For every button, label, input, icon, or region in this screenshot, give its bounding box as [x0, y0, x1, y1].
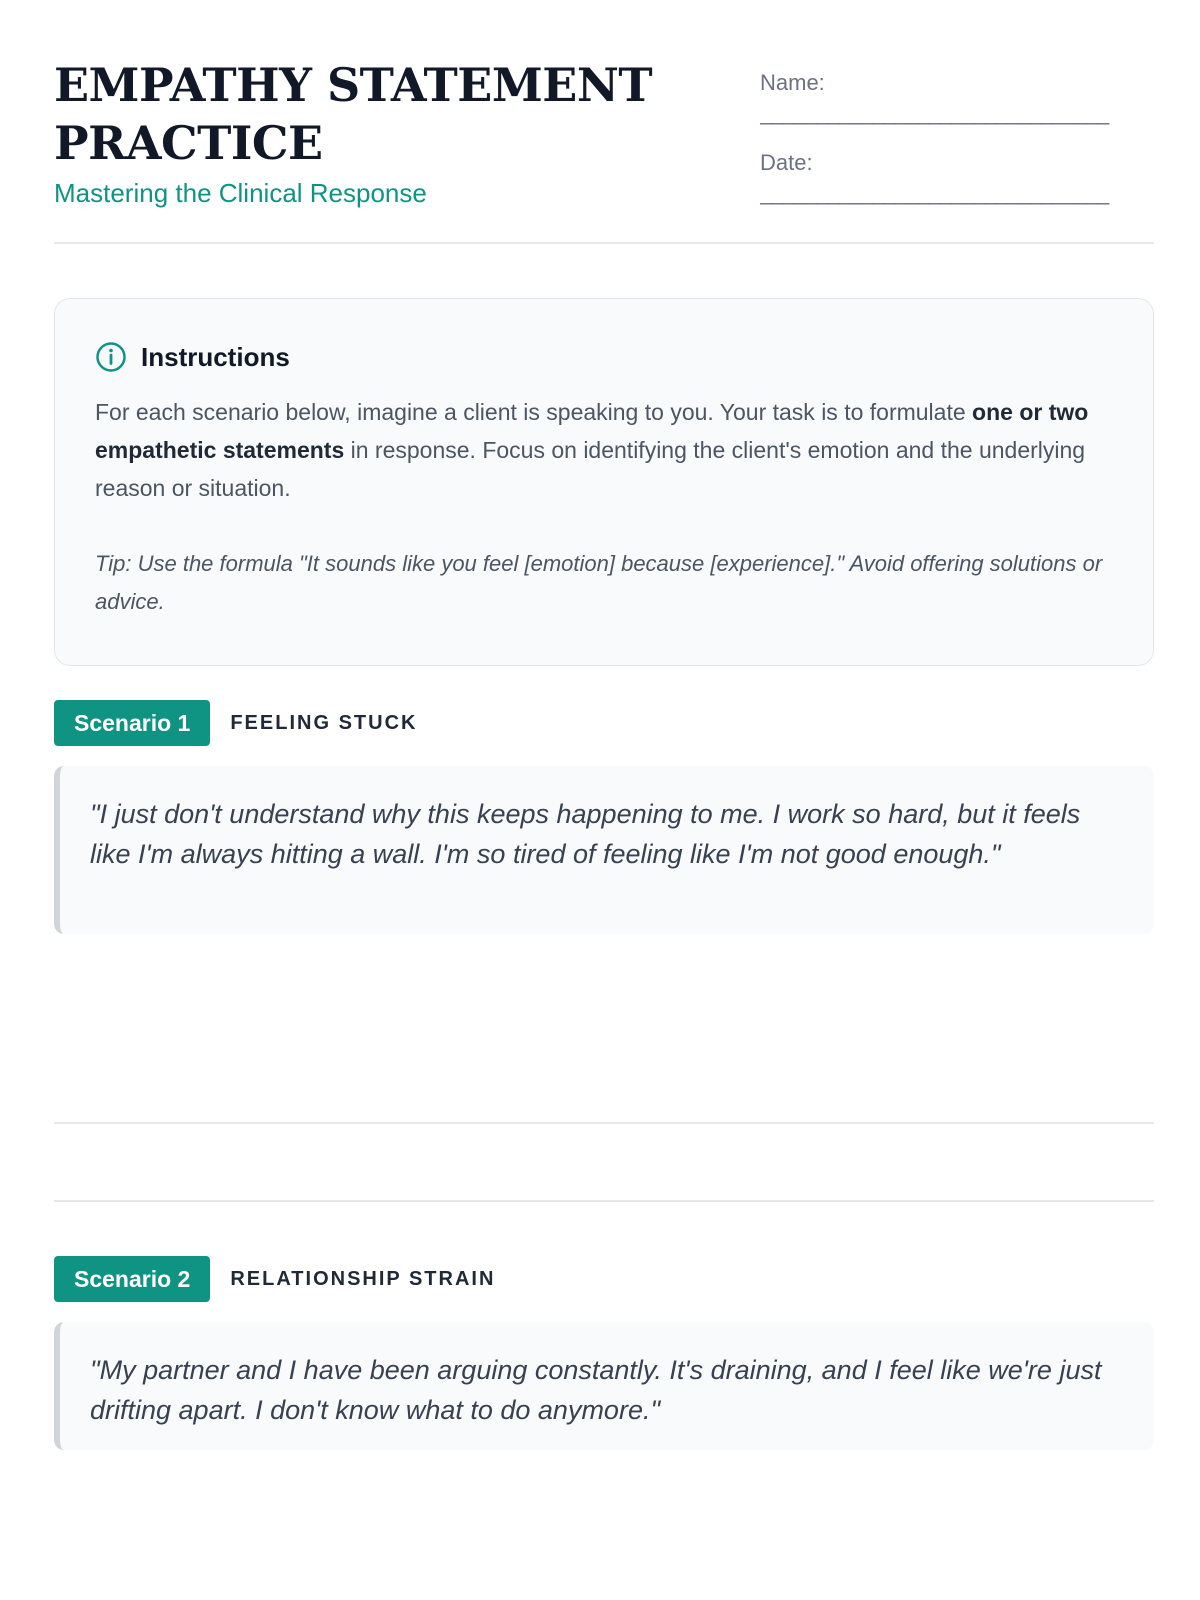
scenario-2-header	[54, 1256, 495, 1302]
scenario-2-quote: "My partner and I have been arguing constantly. It's draining, and I feel like we're just drifting apart. I don't know what to do anymore."	[54, 1322, 1154, 1450]
instructions-box	[54, 298, 1154, 666]
scenario-1-answer-line-1[interactable]	[54, 1122, 1154, 1124]
scenario-1-label: FEELING STUCK	[230, 711, 418, 734]
scenario-1-answer-line-2[interactable]	[54, 1200, 1154, 1202]
page-subtitle: Mastering the Clinical Response	[54, 178, 427, 208]
worksheet-page	[54, 0, 1154, 1600]
name-field[interactable]	[760, 70, 1160, 126]
name-label: Name:	[760, 70, 825, 95]
scenario-1-badge: Scenario 1	[54, 700, 210, 746]
scenario-2-badge: Scenario 2	[54, 1256, 210, 1302]
header	[54, 56, 1154, 246]
page-title: EMPATHY STATEMENT PRACTICE	[54, 58, 653, 170]
name-blank-line[interactable]: _______________________________	[760, 100, 1109, 125]
instructions-text	[95, 393, 1113, 507]
info-icon	[95, 341, 127, 373]
scenario-1-header	[54, 700, 417, 746]
instructions-header	[95, 339, 1113, 375]
instructions-text-part-2: in response. Focus on identifying the client's emotion and the underlying reason or situation.	[95, 437, 1086, 501]
scenario-2-label: RELATIONSHIP STRAIN	[230, 1267, 496, 1290]
date-blank-line[interactable]: _______________________________	[760, 180, 1109, 205]
instructions-text-emphasis: one or two empathetic statements	[95, 399, 1089, 463]
header-divider	[54, 242, 1154, 244]
name-date-fields	[760, 70, 1160, 230]
date-label: Date:	[760, 150, 813, 175]
instructions-title: Instructions	[141, 341, 290, 372]
scenario-1-quote: "I just don't understand why this keeps happening to me. I work so hard, but it feels like I'm always hitting a wall. I'm so tired of feeling like I'm not good enough."	[54, 766, 1154, 934]
date-field[interactable]	[760, 150, 1160, 206]
instructions-tip: Tip: Use the formula "It sounds like you feel [emotion] because [experience]." Avoid offering solutions or advice.	[95, 551, 1103, 614]
instructions-text-part-1: For each scenario below, imagine a client is speaking to you. Your task is to formulate	[95, 399, 973, 425]
